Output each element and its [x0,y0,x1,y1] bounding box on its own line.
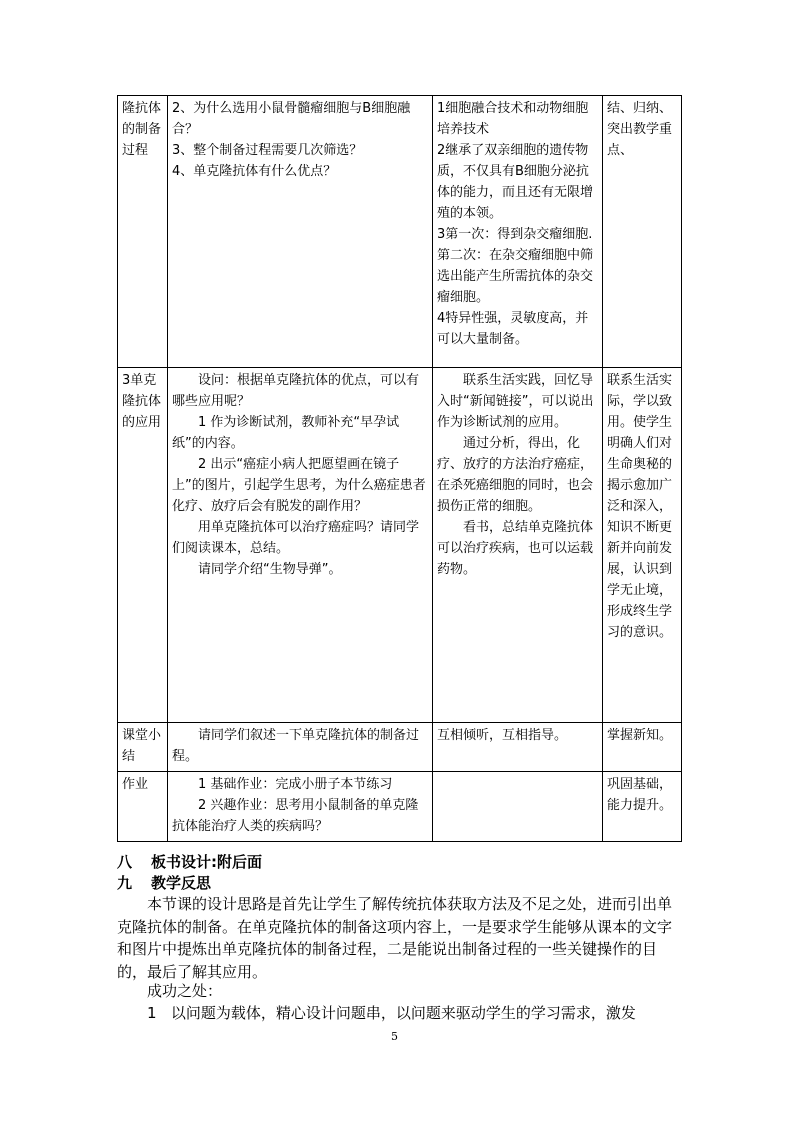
design-intent-cell: 掌握新知。 [603,723,682,772]
design-intent-cell: 巩固基础，能力提升。 [603,772,682,842]
stage-cell: 3单克隆抗体的应用 [118,368,168,723]
success-label: 成功之处： [147,982,223,1000]
table-row [118,368,682,723]
design-intent-cell: 结、归纳、突出教学重点、 [603,96,682,368]
design-intent-cell: 联系生活实际，学以致用。使学生明确人们对生命奥秘的揭示愈加广泛和深入，知识不断更新并向前发展，认识到学无止境，形成终生学习的意识。 [603,368,682,723]
student-activity-cell: 联系生活实践，回忆导入时“新闻链接”，可以说出作为诊断试剂的应用。 通过分析，得出，化疗、放疗的方法治疗癌症，在杀死癌细胞的同时，也会损伤正常的细胞。 看书，总结单克隆抗体可以治疗疾病，也可以运载药物。 [433,368,603,723]
stage-cell: 隆抗体的制备过程 [118,96,168,368]
table-row [118,723,682,772]
table-row [118,96,682,368]
section-heading-eight: 八 板书设计:附后面 [117,853,262,871]
reflection-paragraph: 本节课的设计思路是首先让学生了解传统抗体获取方法及不足之处，进而引出单克隆抗体的制备。在单克隆抗体的制备这项内容上，一是要求学生能够从课本的文字和图片中提炼出单克隆抗体的制备过程，二是能说出制备过程的一些关键操作的目的，最后了解其应用。 [117,895,673,981]
table-row [118,772,682,842]
student-activity-cell: 互相倾听，互相指导。 [433,723,603,772]
teacher-activity-cell: 1 基础作业：完成小册子本节练习 2 兴趣作业：思考用小鼠制备的单克隆抗体能治疗人类的疾病吗？ [168,772,433,842]
stage-cell: 作业 [118,772,168,842]
success-item: 1 以问题为载体，精心设计问题串，以问题来驱动学生的学习需求，激发 [147,1004,636,1022]
page-number: 5 [391,1030,398,1043]
teacher-activity-cell: 请同学们叙述一下单克隆抗体的制备过程。 [168,723,433,772]
section-heading-nine: 九 教学反思 [117,874,212,892]
teacher-activity-cell: 设问：根据单克隆抗体的优点，可以有哪些应用呢？ 1 作为诊断试剂，教师补充“早孕试纸”的内容。 2 出示“癌症小病人把愿望画在镜子上”的图片，引起学生思考，为什么癌症患者化疗、放疗后会有脱发的副作用？ 用单克隆抗体可以治疗癌症吗？请同学们阅读课本，总结。 请同学介绍“生物导弹”。 [168,368,433,723]
student-activity-cell: 1细胞融合技术和动物细胞培养技术 2继承了双亲细胞的遗传物质，不仅具有B细胞分泌抗体的能力，而且还有无限增殖的本领。 3第一次：得到杂交瘤细胞.第二次：在杂交瘤细胞中筛选出能产生所需抗体的杂交瘤细胞。 4特异性强，灵敏度高，并可以大量制备。 [433,96,603,368]
teacher-activity-cell: 2、为什么选用小鼠骨髓瘤细胞与B细胞融合？ 3、整个制备过程需要几次筛选？ 4、单克隆抗体有什么优点？ [168,96,433,368]
student-activity-cell [433,772,603,842]
lesson-table [117,95,682,842]
stage-cell: 课堂小结 [118,723,168,772]
